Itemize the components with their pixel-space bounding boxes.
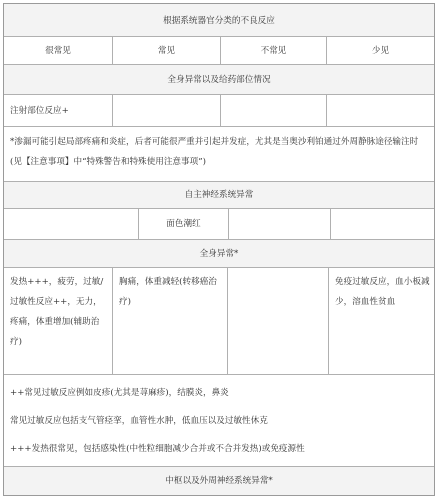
table-title-row xyxy=(4,4,434,37)
header-uncommon: 不常见 xyxy=(220,37,326,64)
injection-site-row xyxy=(4,95,434,127)
header-very-common: 很常见 xyxy=(4,37,112,64)
section-general-heading: 全身异常* xyxy=(199,249,239,259)
injection-site-cell xyxy=(4,95,112,126)
general-values-row xyxy=(4,268,434,375)
injection-site-common-cell xyxy=(112,95,220,126)
footnote-allergy-common: ++常见过敏反应例如皮疹(尤其是荨麻疹)，结膜炎，鼻炎 xyxy=(10,388,229,398)
autonomic-rare-cell xyxy=(330,209,434,239)
header-common: 常见 xyxy=(112,37,220,64)
general-common-cell xyxy=(112,268,227,374)
table-title: 根据系统器官分类的不良反应 xyxy=(163,16,275,26)
autonomic-common-cell xyxy=(138,209,228,239)
footnote-fever: +++发热很常见，包括感染性(中性粒细胞减少合并或不合并发热)或免疫源性 xyxy=(10,444,305,454)
footnote-allergy-severe: 常见过敏反应包括支气管痉挛，血管性水肿，低血压以及过敏性休克 xyxy=(10,416,268,426)
section-systemic-row xyxy=(4,65,434,95)
extravasation-note-row xyxy=(4,127,434,182)
extravasation-note: *渗漏可能引起局部疼痛和炎症，后者可能很严重并引起并发症，尤其是当奥沙利铂通过外周静脉途径输注时(见【注意事项】中“特殊警告和特殊使用注意事项”) xyxy=(10,137,419,167)
autonomic-values-row xyxy=(4,209,434,240)
autonomic-common-text: 面色潮红 xyxy=(166,219,201,229)
adverse-reactions-table xyxy=(3,3,435,496)
autonomic-very-common-cell xyxy=(4,209,138,239)
section-general-row xyxy=(4,240,434,268)
header-rare: 少见 xyxy=(326,37,434,64)
footnotes-row xyxy=(4,375,434,467)
general-rare-text: 免疫过敏反应，血小板减少，溶血性贫血 xyxy=(335,277,430,307)
injection-site-label: 注射部位反应+ xyxy=(10,106,69,116)
injection-site-rare-cell xyxy=(326,95,434,126)
frequency-header-row xyxy=(4,37,434,65)
section-neuro-heading: 中枢以及外周神经系统异常* xyxy=(165,476,273,486)
section-systemic-heading: 全身异常以及给药部位情况 xyxy=(167,75,271,85)
general-very-common-text: 发热+++，疲劳，过敏/过敏性反应++，无力，疼痛，体重增加(辅助治疗) xyxy=(10,277,104,347)
general-very-common-cell xyxy=(4,268,112,374)
general-common-text: 胸痛，体重减轻(转移癌治疗) xyxy=(119,277,217,307)
injection-site-uncommon-cell xyxy=(220,95,326,126)
general-rare-cell xyxy=(328,268,434,374)
section-autonomic-row xyxy=(4,182,434,209)
general-uncommon-cell xyxy=(227,268,328,374)
section-autonomic-heading: 自主神经系统异常 xyxy=(184,190,254,200)
section-neuro-row xyxy=(4,467,434,495)
autonomic-uncommon-cell xyxy=(228,209,330,239)
